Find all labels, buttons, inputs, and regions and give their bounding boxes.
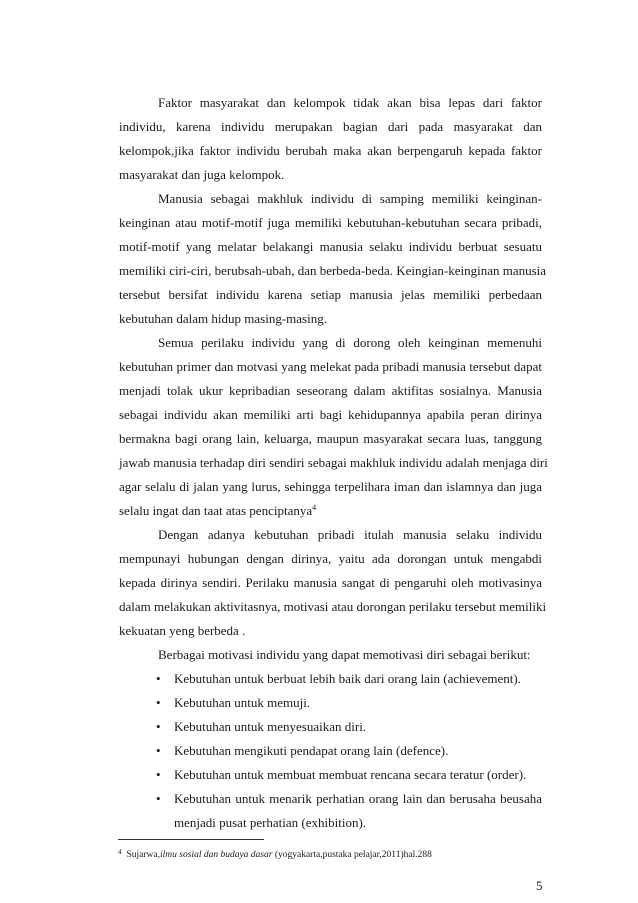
paragraph-2-line-3: motif-motif yang melatar belakangi manusia selaku individu berbuat sesuatu: [119, 239, 542, 254]
bullet-marker: •: [156, 767, 161, 782]
paragraph-3-line-3: menjadi tolak ukur kepribadian seseorang dalam aktifitas sosialnya. Manusia: [119, 383, 542, 398]
bullet-item-2: Kebutuhan untuk memuji.: [174, 695, 311, 710]
paragraph-3-line-2: kebutuhan primer dan motvasi yang melekat pada pribadi manusia tersebut dapat: [119, 359, 542, 374]
paragraph-2-line-4: memiliki ciri-ciri, berubsah-ubah, dan berbeda-beda. Keingian-keinginan manusia: [119, 263, 547, 278]
paragraph-3-line-8: [119, 503, 542, 519]
footnote-author: Sujarwa,: [126, 850, 161, 860]
footnote-separator: [118, 839, 264, 840]
paragraph-2-line-5: tersebut bersifat individu karena setiap manusia jelas memiliki perbedaan: [119, 287, 542, 302]
paragraph-1-line-1: Faktor masyarakat dan kelompok tidak akan bisa lepas dari faktor: [158, 95, 542, 110]
footnote-title: ilmu sosial dan budaya dasar: [160, 850, 273, 860]
bullet-marker: •: [156, 671, 161, 686]
paragraph-4-line-4: dalam melakukan aktivitasnya, motivasi atau dorongan perilaku tersebut memiliki: [119, 599, 547, 614]
paragraph-2-line-2: keinginan atau motif-motif juga memiliki kebutuhan-kebutuhan secara pribadi,: [119, 215, 542, 230]
paragraph-3-line-8-text: selalu ingat dan taat atas penciptanya: [119, 503, 313, 518]
paragraph-3-line-5: bermakna bagi orang lain, keluarga, maupun masyarakat secara luas, tanggung: [119, 431, 542, 446]
footnote-reference: 4: [312, 503, 317, 512]
paragraph-3-line-1: Semua perilaku individu yang di dorong oleh keinginan memenuhi: [158, 335, 542, 350]
footnote: [118, 846, 432, 861]
bullet-marker: •: [156, 743, 161, 758]
footnote-publication: (yogyakarta,pustaka pelajar,2011)hal.288: [272, 850, 432, 860]
paragraph-5-line-1: Berbagai motivasi individu yang dapat memotivasi diri sebagai berikut:: [158, 647, 531, 662]
paragraph-3-line-7: agar selalu di jalan yang lurus, sehingga terpelihara iman dan islamnya dan juga: [119, 479, 542, 494]
bullet-item-3: Kebutuhan untuk menyesuaikan diri.: [174, 719, 367, 734]
page-number: 5: [536, 878, 543, 893]
footnote-number: 4: [118, 848, 122, 856]
bullet-item-6-line-1: Kebutuhan untuk menarik perhatian orang lain dan berusaha beusaha: [174, 791, 542, 806]
bullet-marker: •: [156, 719, 161, 734]
paragraph-1-line-3: kelompok,jika faktor individu berubah maka akan berpengaruh kepada faktor: [119, 143, 542, 158]
bullet-item-4: Kebutuhan mengikuti pendapat orang lain (defence).: [174, 743, 449, 758]
paragraph-4-line-3: kepada dirinya sendiri. Perilaku manusia sangat di pengaruhi oleh motivasinya: [119, 575, 542, 590]
paragraph-1-line-2: individu, karena individu merupakan bagian dari pada masyarakat dan: [119, 119, 542, 134]
bullet-item-1: Kebutuhan untuk berbuat lebih baik dari orang lain (achievement).: [174, 671, 521, 686]
bullet-marker: •: [156, 695, 161, 710]
paragraph-1-line-4: masyarakat dan juga kelompok.: [119, 167, 285, 182]
paragraph-3-line-6: jawab manusia terhadap diri sendiri sebagai makhluk individu adalah menjaga diri: [119, 455, 548, 470]
bullet-item-6-line-2: menjadi pusat perhatian (exhibition).: [174, 815, 367, 830]
bullet-item-5: Kebutuhan untuk membuat membuat rencana secara teratur (order).: [174, 767, 527, 782]
paragraph-2-line-6: kebutuhan dalam hidup masing-masing.: [119, 311, 327, 326]
paragraph-3-line-4: sebagai individu akan memiliki arti bagi kehidupannya apabila peran dirinya: [119, 407, 542, 422]
paragraph-4-line-1: Dengan adanya kebutuhan pribadi itulah manusia selaku individu: [158, 527, 542, 542]
bullet-marker: •: [156, 791, 161, 806]
paragraph-4-line-2: mempunayi hubungan dengan dirinya, yaitu ada dorongan untuk mengabdi: [119, 551, 542, 566]
paragraph-4-line-5: kekuatan yeng berbeda .: [119, 623, 246, 638]
paragraph-2-line-1: Manusia sebagai makhluk individu di samping memiliki keinginan-: [158, 191, 542, 206]
